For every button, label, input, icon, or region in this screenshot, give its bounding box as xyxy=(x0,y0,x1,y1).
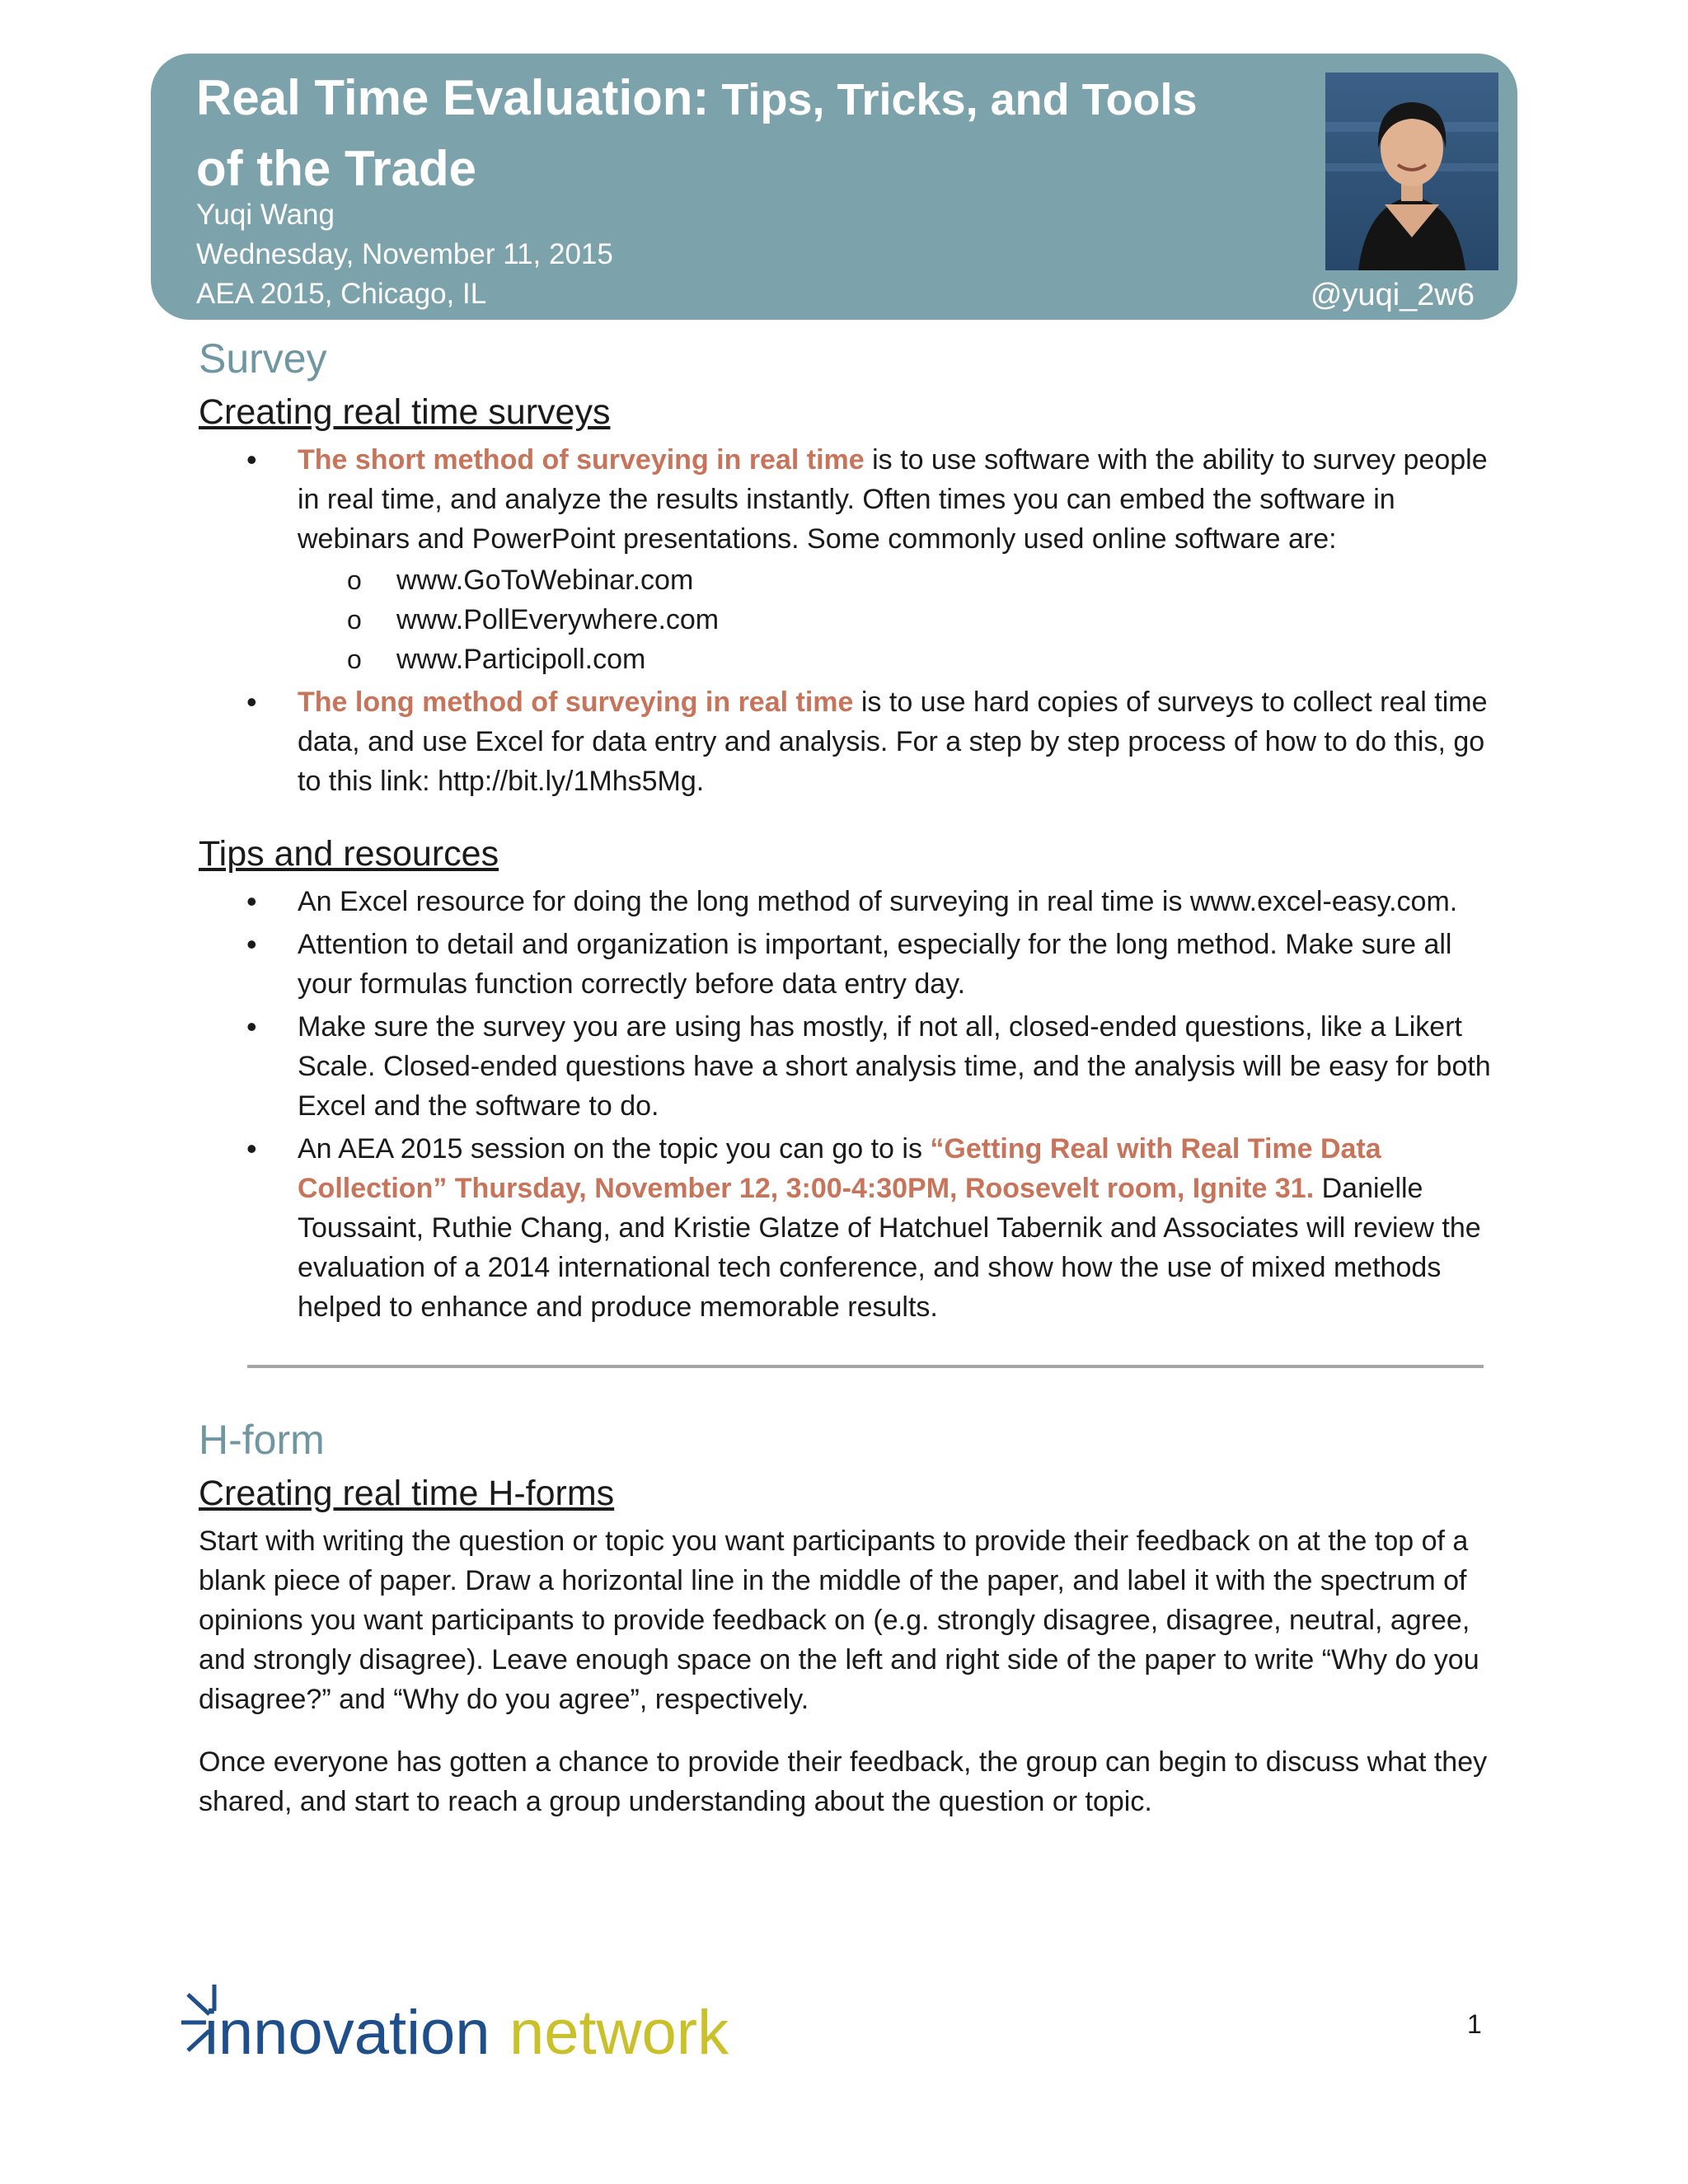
list-item: o www.GoToWebinar.com xyxy=(396,560,1493,600)
subheading-creating-hforms: Creating real time H-forms xyxy=(199,1474,615,1513)
header-banner xyxy=(151,54,1517,320)
list-item: • Attention to detail and organization is important, especially for the long method. Make sure all your formulas function correctly before data entry day. xyxy=(298,925,1493,1004)
event-date: Wednesday, November 11, 2015 xyxy=(196,238,613,270)
document-title: Real Time Evaluation: Tips, Tricks, and Tools of the Trade xyxy=(196,70,1198,196)
subheading-creating-surveys: Creating real time surveys xyxy=(199,392,611,432)
hform-paragraph-1: Start with writing the question or topic you want participants to provide their feedback on at the top of a blank piece of paper. Draw a horizontal line in the middle of the paper, and label it with the spectrum of opinions you want participants to provide feedback on (e.g. strongly disagree, disagree, neutral, agree, and strongly disagree). Leave enough space on the left and right side of the paper to write “Why do you disagree?” and “Why do you agree”, respectively. xyxy=(199,1526,1479,1715)
header-meta xyxy=(196,195,613,314)
twitter-handle: @yuqi_2w6 xyxy=(1310,278,1475,312)
section-divider xyxy=(247,1365,1484,1368)
subheading-tips: Tips and resources xyxy=(199,834,499,874)
author-name: Yuqi Wang xyxy=(196,199,335,231)
list-item: • The long method of surveying in real time is to use hard copies of surveys to collect real time data, and use Excel for data entry and analysis. For a step by step process of how to do this, go to this link: http://bit.ly/1Mhs5Mg. xyxy=(298,682,1493,801)
section-heading-hform: H-form xyxy=(199,1417,325,1463)
author-portrait-icon xyxy=(1325,73,1498,270)
hform-content xyxy=(199,1411,1493,1821)
page-number: 1 xyxy=(1467,2009,1482,2039)
list-item: • The short method of surveying in real time is to use software with the ability to survey people in real time, and analyze the results instantly. Often times you can embed the software in webinars and PowerPoint presentations. Some commonly used online software are: o www.GoToWebinar.com o www.PollEverywhere.com o www.Participoll.com xyxy=(298,440,1493,679)
tips-list xyxy=(199,882,1493,1327)
list-item: • An AEA 2015 session on the topic you can go to is “Getting Real with Real Time Data Collection” Thursday, November 12, 3:00-4:30PM, Roosevelt room, Ignite 31. Danielle Toussaint, Ruthie Chang, and Kristie Glatze of Hatchuel Tabernik and Associates will review the evaluation of a 2014 international tech conference, and show how the use of mixed methods helped to enhance and produce memorable results. xyxy=(298,1129,1493,1327)
author-photo xyxy=(1325,73,1498,270)
section-heading-survey: Survey xyxy=(199,335,327,382)
list-item: o www.Participoll.com xyxy=(396,640,1493,679)
hform-paragraph-2: Once everyone has gotten a chance to provide their feedback, the group can begin to discuss what they shared, and start to reach a group understanding about the question or topic. xyxy=(199,1746,1488,1817)
logo-word-network: network xyxy=(509,1998,729,2068)
main-content xyxy=(199,330,1493,1330)
event-location: AEA 2015, Chicago, IL xyxy=(196,278,487,310)
list-item: • An Excel resource for doing the long method of surveying in real time is www.excel-easy.com. xyxy=(298,882,1493,921)
logo-mark-icon xyxy=(180,1978,757,2069)
innovation-network-logo xyxy=(180,1978,757,2069)
list-item: • Make sure the survey you are using has mostly, if not all, closed-ended questions, like a Likert Scale. Closed-ended questions have a short analysis time, and the analysis will be easy for both Excel and the software to do. xyxy=(298,1007,1493,1126)
survey-methods-list xyxy=(199,440,1493,801)
software-links-list xyxy=(298,560,1493,679)
logo-word-innovation: innovation xyxy=(204,1998,490,2068)
list-item: o www.PollEverywhere.com xyxy=(396,600,1493,640)
